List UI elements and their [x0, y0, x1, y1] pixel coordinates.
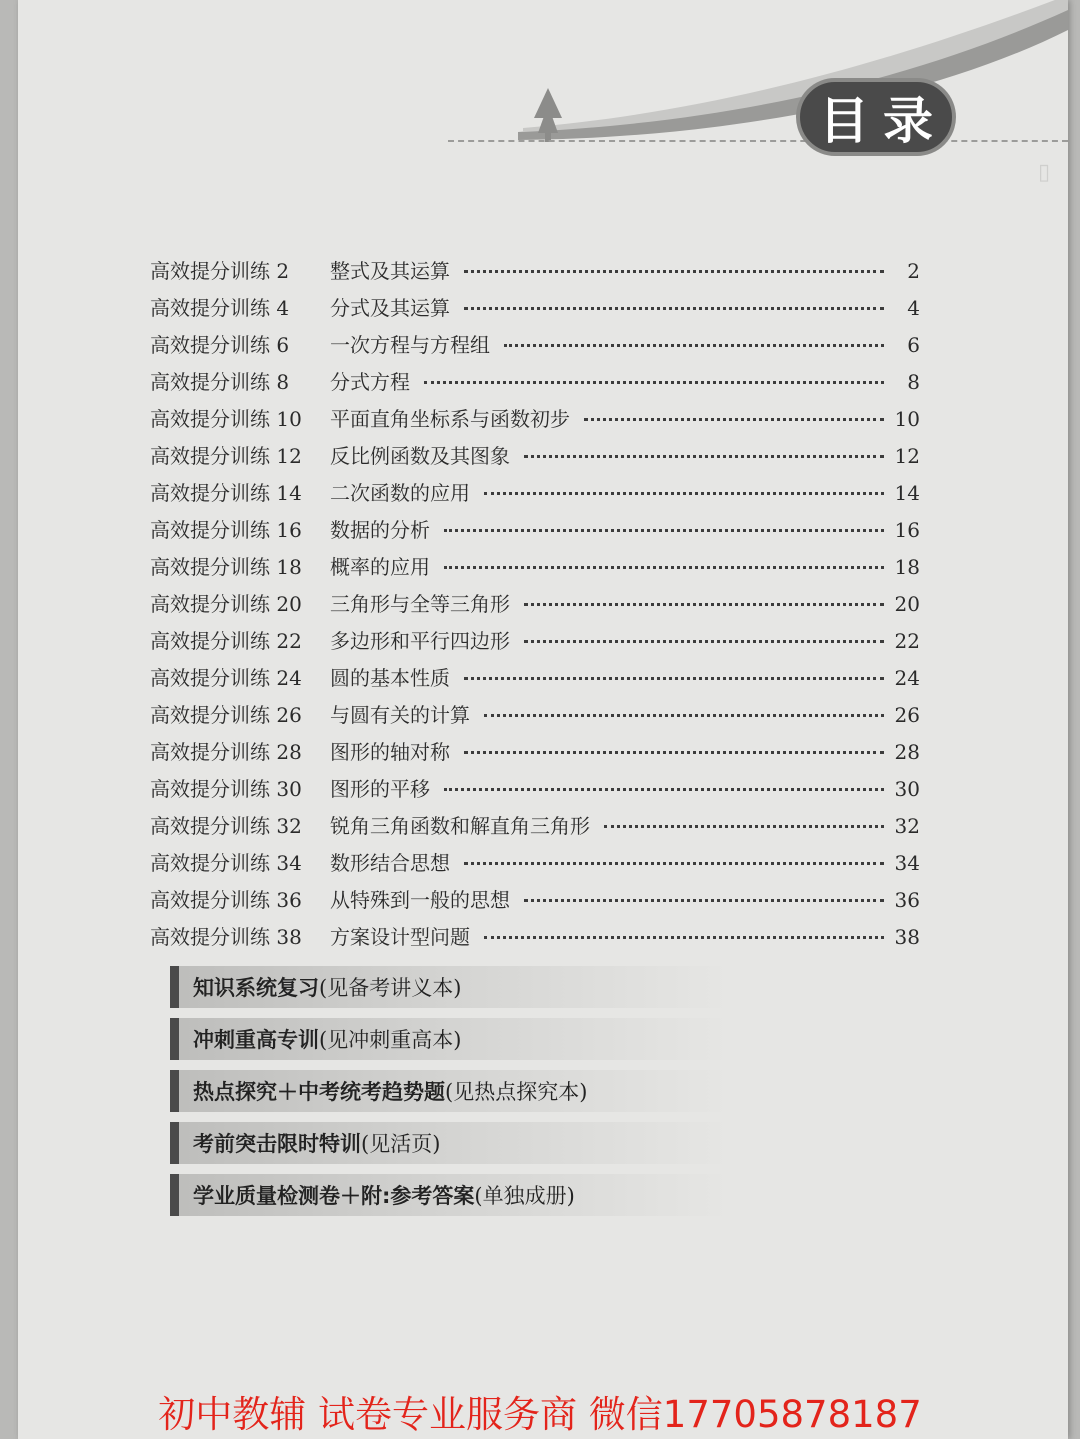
- toc-row: [150, 625, 920, 662]
- toc-lesson-code: 高效提分训练 38: [150, 925, 302, 949]
- section-title: 学业质量检测卷＋附:参考答案: [193, 1184, 475, 1208]
- toc-topic: 整式及其运算: [330, 259, 450, 283]
- toc-leader-dots: [464, 270, 884, 273]
- toc-page-number: 4: [907, 296, 920, 320]
- section-label: [179, 1076, 587, 1106]
- toc-lesson-code: 高效提分训练 18: [150, 555, 302, 579]
- toc-row: [150, 847, 920, 884]
- toc-page-number: 18: [894, 555, 920, 579]
- toc-leader-dots: [524, 455, 884, 458]
- toc-topic: 分式方程: [330, 370, 410, 394]
- toc-row: [150, 403, 920, 440]
- toc-topic: 圆的基本性质: [330, 666, 450, 690]
- toc-row: [150, 366, 920, 403]
- section-item: [170, 1122, 730, 1164]
- toc-lesson-code: 高效提分训练 22: [150, 629, 302, 653]
- section-label: [179, 1024, 461, 1054]
- section-label: [179, 1128, 440, 1158]
- toc-page-number: 2: [907, 259, 920, 283]
- toc-leader-dots: [504, 344, 884, 347]
- toc-leader-dots: [444, 529, 884, 532]
- section-marker-bar: [170, 1018, 179, 1060]
- toc-topic: 方案设计型问题: [330, 925, 470, 949]
- toc-leader-dots: [424, 381, 884, 384]
- toc-row: [150, 514, 920, 551]
- toc-row: [150, 292, 920, 329]
- toc-lesson-code: 高效提分训练 14: [150, 481, 302, 505]
- toc-row: [150, 551, 920, 588]
- toc-topic: 反比例函数及其图象: [330, 444, 510, 468]
- toc-topic: 图形的轴对称: [330, 740, 450, 764]
- toc-lesson-code: 高效提分训练 26: [150, 703, 302, 727]
- watermark-text: 初中教辅 试卷专业服务商 微信17705878187: [158, 1393, 922, 1436]
- toc-row: [150, 773, 920, 810]
- toc-leader-dots: [524, 640, 884, 643]
- toc-topic: 多边形和平行四边形: [330, 629, 510, 653]
- section-marker-bar: [170, 966, 179, 1008]
- toc-leader-dots: [584, 418, 884, 421]
- section-note: (见热点探究本): [445, 1080, 588, 1104]
- toc-lesson-code: 高效提分训练 36: [150, 888, 302, 912]
- toc-row: [150, 588, 920, 625]
- table-of-contents: [150, 255, 920, 958]
- toc-leader-dots: [464, 862, 884, 865]
- toc-page-number: 30: [894, 777, 920, 801]
- toc-leader-dots: [484, 492, 884, 495]
- toc-leader-dots: [444, 566, 884, 569]
- section-note: (见备考讲义本): [319, 976, 462, 1000]
- toc-page-number: 14: [894, 481, 920, 505]
- toc-topic: 从特殊到一般的思想: [330, 888, 510, 912]
- toc-lesson-code: 高效提分训练 6: [150, 333, 290, 357]
- toc-page-number: 6: [907, 333, 920, 357]
- header-dashed-rule: [448, 140, 1068, 142]
- toc-page-number: 28: [894, 740, 920, 764]
- toc-lesson-code: 高效提分训练 16: [150, 518, 302, 542]
- toc-leader-dots: [444, 788, 884, 791]
- toc-row: [150, 884, 920, 921]
- page-title: 目录: [796, 78, 956, 156]
- toc-page-number: 26: [894, 703, 920, 727]
- toc-topic: 一次方程与方程组: [330, 333, 490, 357]
- section-note: (见活页): [361, 1132, 441, 1156]
- toc-row: [150, 921, 920, 958]
- toc-topic: 图形的平移: [330, 777, 430, 801]
- toc-lesson-code: 高效提分训练 12: [150, 444, 302, 468]
- section-title: 热点探究＋中考统考趋势题: [193, 1080, 445, 1104]
- toc-leader-dots: [604, 825, 884, 828]
- toc-topic: 二次函数的应用: [330, 481, 470, 505]
- toc-row: [150, 810, 920, 847]
- toc-leader-dots: [524, 899, 884, 902]
- toc-topic: 锐角三角函数和解直角三角形: [330, 814, 590, 838]
- toc-row: [150, 477, 920, 514]
- section-item: [170, 966, 730, 1008]
- toc-leader-dots: [524, 603, 884, 606]
- toc-page-number: 32: [894, 814, 920, 838]
- section-marker-bar: [170, 1122, 179, 1164]
- toc-lesson-code: 高效提分训练 2: [150, 259, 290, 283]
- toc-lesson-code: 高效提分训练 32: [150, 814, 302, 838]
- toc-row: [150, 662, 920, 699]
- toc-row: [150, 255, 920, 292]
- toc-page-number: 34: [894, 851, 920, 875]
- section-title: 考前突击限时特训: [193, 1132, 361, 1156]
- section-list: [170, 966, 730, 1226]
- toc-page-number: 22: [894, 629, 920, 653]
- toc-row: [150, 440, 920, 477]
- toc-topic: 数据的分析: [330, 518, 430, 542]
- toc-row: [150, 736, 920, 773]
- toc-page-number: 8: [907, 370, 920, 394]
- toc-leader-dots: [464, 307, 884, 310]
- toc-lesson-code: 高效提分训练 34: [150, 851, 302, 875]
- section-marker-bar: [170, 1174, 179, 1216]
- toc-lesson-code: 高效提分训练 4: [150, 296, 290, 320]
- section-label: [179, 1180, 575, 1210]
- toc-row: [150, 329, 920, 366]
- bleed-through-decoration: ▯: [1038, 160, 1051, 185]
- toc-leader-dots: [464, 677, 884, 680]
- section-label: [179, 972, 461, 1002]
- section-item: [170, 1018, 730, 1060]
- toc-page-number: 10: [894, 407, 920, 431]
- toc-page-number: 24: [894, 666, 920, 690]
- toc-topic: 与圆有关的计算: [330, 703, 470, 727]
- toc-leader-dots: [484, 714, 884, 717]
- section-title: 知识系统复习: [193, 976, 319, 1000]
- toc-topic: 三角形与全等三角形: [330, 592, 510, 616]
- toc-topic: 分式及其运算: [330, 296, 450, 320]
- toc-topic: 概率的应用: [330, 555, 430, 579]
- toc-leader-dots: [484, 936, 884, 939]
- toc-lesson-code: 高效提分训练 20: [150, 592, 302, 616]
- section-note: (见冲刺重高本): [319, 1028, 462, 1052]
- section-title: 冲刺重高专训: [193, 1028, 319, 1052]
- toc-lesson-code: 高效提分训练 28: [150, 740, 302, 764]
- toc-page-number: 38: [894, 925, 920, 949]
- toc-page-number: 16: [894, 518, 920, 542]
- section-marker-bar: [170, 1070, 179, 1112]
- section-item: [170, 1174, 730, 1216]
- section-note: (单独成册): [474, 1184, 575, 1208]
- toc-lesson-code: 高效提分训练 10: [150, 407, 302, 431]
- toc-leader-dots: [464, 751, 884, 754]
- toc-lesson-code: 高效提分训练 24: [150, 666, 302, 690]
- toc-topic: 平面直角坐标系与函数初步: [330, 407, 570, 431]
- toc-row: [150, 699, 920, 736]
- toc-lesson-code: 高效提分训练 8: [150, 370, 290, 394]
- toc-page-number: 20: [894, 592, 920, 616]
- toc-page-number: 12: [894, 444, 920, 468]
- book-page: [18, 0, 1068, 1439]
- section-item: [170, 1070, 730, 1112]
- toc-topic: 数形结合思想: [330, 851, 450, 875]
- toc-lesson-code: 高效提分训练 30: [150, 777, 302, 801]
- toc-page-number: 36: [894, 888, 920, 912]
